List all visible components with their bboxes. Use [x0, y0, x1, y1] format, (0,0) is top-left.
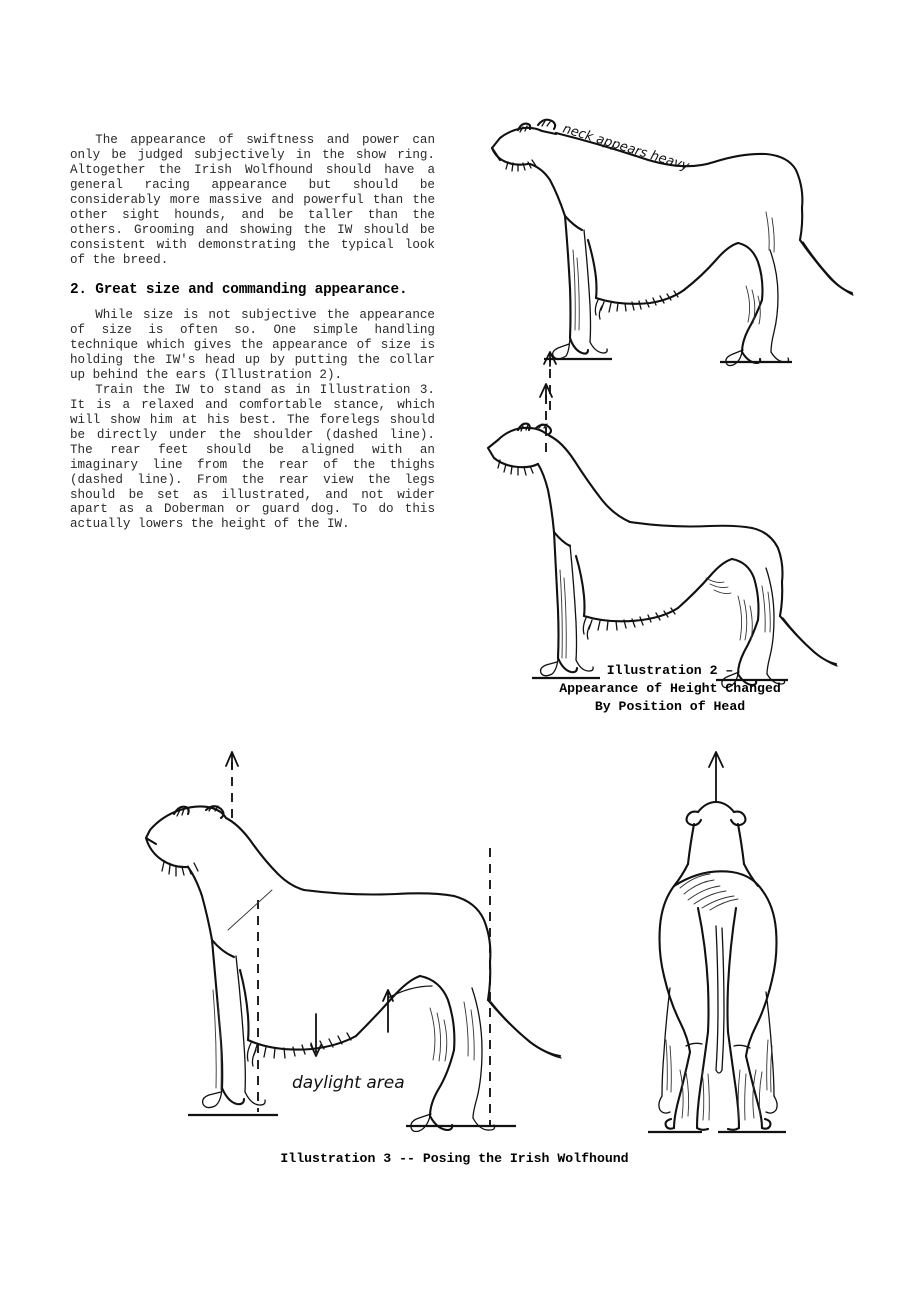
annotation-daylight-area-text: daylight area — [292, 1073, 405, 1093]
annotation-neck-appears-heavy — [561, 121, 691, 174]
annotation-neck-appears-heavy-text: neck appears heavy — [560, 121, 691, 175]
illustration-2-caption — [470, 662, 870, 716]
illustration-2-caption-line-3: By Position of Head — [594, 699, 746, 714]
section-heading: 2. Great size and commanding appearance. — [70, 281, 408, 298]
shoulder-angle-line — [228, 890, 272, 930]
illustration-2-figure — [470, 100, 870, 670]
illustration-3-caption-line-1: Illustration 3 -- Posing the Irish Wolfhound — [280, 1151, 629, 1166]
dog-head-low-drawing — [492, 120, 853, 366]
illustration-3-figure — [120, 740, 880, 1140]
paragraph-2-text: While size is not subjective the appearance of size is often so. One simple handling technique which gives the appearance of size is holding the IW's head up by putting the collar up behind the ears (Illustration 2). — [70, 308, 443, 382]
head-height-arrow — [226, 752, 238, 818]
daylight-area-arrow — [311, 1014, 321, 1056]
text-column — [70, 133, 443, 532]
paragraph-2 — [70, 308, 443, 383]
head-up-arrow — [540, 384, 552, 452]
paragraph-3-text: Train the IW to stand as in Illustration 3. It is a relaxed and comfortable stance, which will show him at his best. The forelegs should be directly under the shoulder (dashed line). The rear feet should be aligned with an imaginary line from the rear of the thighs (dashed line). From the rear view the legs should be set as illustrated, and not wider apart as a Doberman or guard dog. To do this actually lowers the height of the IW. — [70, 382, 443, 532]
illustration-3-caption — [0, 1150, 909, 1168]
dog-side-posed-drawing — [146, 752, 561, 1132]
illustration-3-drawing — [120, 740, 880, 1140]
illustration-2-caption-line-1: Illustration 2 – — [606, 663, 734, 678]
dog-rear-view-drawing — [648, 752, 786, 1132]
illustration-2-caption-line-2: Appearance of Height Changed — [559, 681, 781, 696]
second-thigh-arrow — [383, 990, 393, 1032]
illustration-2-drawing — [470, 100, 870, 670]
paragraph-3 — [70, 382, 443, 533]
rear-view-height-arrow — [709, 752, 723, 802]
paragraph-1-text: The appearance of swiftness and power can only be judged subjectively in the show ring. Altogether the Irish Wolfhound should have a general racing appearance but should be considerably more massive and powerful than the other sight hounds, and be taller than the others. Grooming and showing the IW should be consistent with demonstrating the typical look of the breed. — [70, 133, 443, 267]
dog-head-up-drawing — [488, 384, 837, 688]
paragraph-1 — [70, 133, 443, 268]
